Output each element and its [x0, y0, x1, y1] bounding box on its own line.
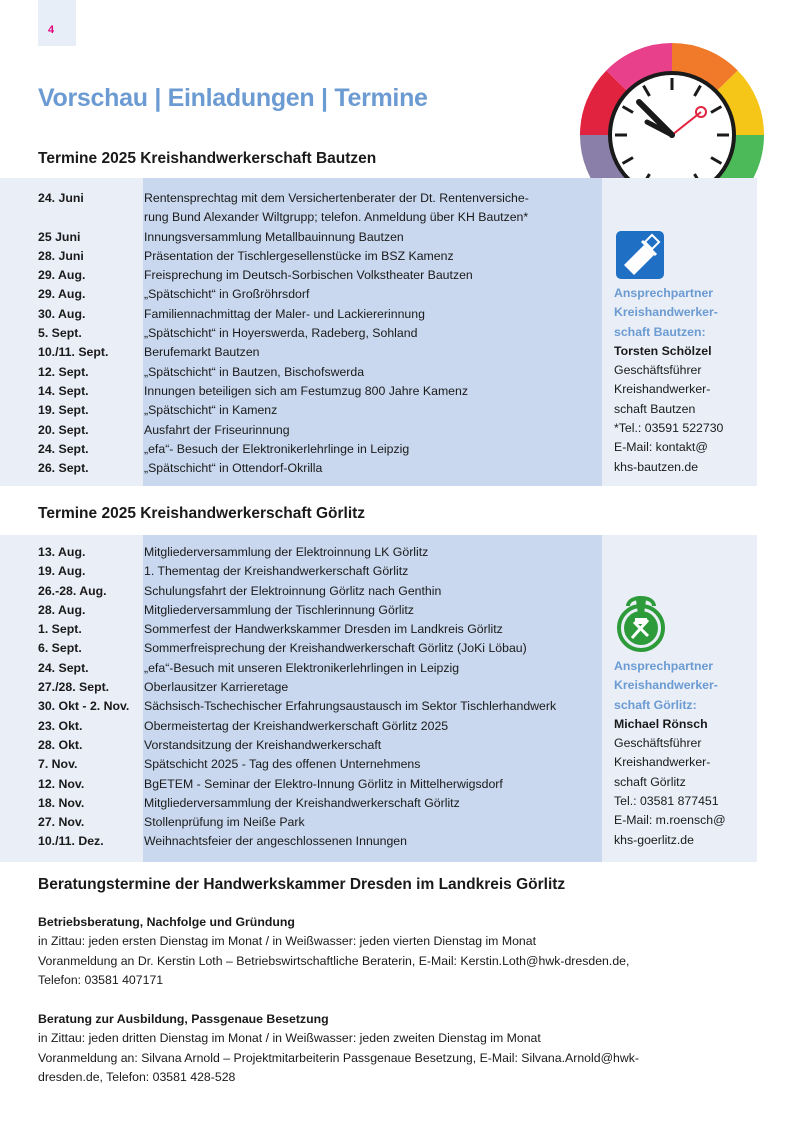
goerlitz-contact-heading-3: schaft Görlitz: — [614, 697, 697, 712]
goerlitz-row-event-line: BgETEM - Seminar der Elektro-Innung Görlitz in Mittelherwigsdorf — [144, 776, 503, 791]
bautzen-row-event — [144, 401, 598, 420]
handwerk-logo-icon — [614, 229, 666, 281]
goerlitz-row-event — [144, 543, 598, 562]
beratung-block-line: Voranmeldung an: Silvana Arnold – Projektmitarbeiterin Passgenaue Besetzung, E-Mail: Silvana.Arnold@hwk- — [38, 1050, 640, 1065]
goerlitz-table-row — [38, 582, 598, 601]
bautzen-row-date: 10./11. Sept. — [38, 345, 109, 360]
goerlitz-row-date: 18. Nov. — [38, 795, 85, 810]
goerlitz-row-event-line: Mitgliederversammlung der Kreishandwerkerschaft Görlitz — [144, 795, 460, 810]
bautzen-row-date: 14. Sept. — [38, 383, 89, 398]
goerlitz-row-date: 19. Aug. — [38, 564, 86, 579]
goerlitz-row-event — [144, 717, 598, 736]
goerlitz-table-row — [38, 794, 598, 813]
goerlitz-contact — [614, 657, 754, 850]
beratung-block-line: Voranmeldung an Dr. Kerstin Loth – Betriebswirtschaftliche Beraterin, E-Mail: Kerstin.Loth@hwk-dresden.de, — [38, 953, 630, 968]
goerlitz-row-date: 30. Okt - 2. Nov. — [38, 699, 130, 714]
goerlitz-row-event-line: Mitgliederversammlung der Tischlerinnung Görlitz — [144, 602, 414, 617]
bautzen-contact-heading-3: schaft Bautzen: — [614, 324, 706, 339]
bautzen-table-row — [38, 305, 598, 324]
bautzen-row-date: 26. Sept. — [38, 461, 89, 476]
bautzen-contact-heading-1: Ansprechpartner — [614, 286, 714, 300]
goerlitz-row-date: 24. Sept. — [38, 660, 89, 675]
bautzen-table-row — [38, 228, 598, 247]
goerlitz-row-date: 7. Nov. — [38, 757, 78, 772]
bautzen-row-event — [144, 247, 598, 266]
goerlitz-row-event — [144, 794, 598, 813]
bautzen-row-event — [144, 324, 598, 343]
bautzen-row-event — [144, 421, 598, 440]
bautzen-row-event-line: Familiennachmittag der Maler- und Lackiererinnung — [144, 306, 425, 321]
goerlitz-table-row — [38, 562, 598, 581]
goerlitz-table-row — [38, 717, 598, 736]
goerlitz-row-event-line: Oberlausitzer Karrieretage — [144, 680, 289, 695]
bautzen-row-event — [144, 228, 598, 247]
bautzen-row-event-line: Innungsversammlung Metallbauinnung Bautzen — [144, 229, 404, 244]
bautzen-table-row — [38, 382, 598, 401]
beratung-block-betrieb — [38, 913, 738, 990]
bautzen-contact-phone: *Tel.: 03591 522730 — [614, 421, 724, 436]
bautzen-contact-org-2: schaft Bautzen — [614, 401, 696, 416]
bautzen-table-row — [38, 401, 598, 420]
bautzen-table-row — [38, 266, 598, 285]
bautzen-table-row — [38, 459, 598, 478]
goerlitz-contact-phone: Tel.: 03581 877451 — [614, 794, 719, 809]
goerlitz-row-date: 6. Sept. — [38, 641, 82, 656]
bautzen-table-row — [38, 285, 598, 304]
bautzen-table-row — [38, 363, 598, 382]
bautzen-contact-email-2: khs-bautzen.de — [614, 459, 699, 474]
bautzen-row-event — [144, 189, 598, 228]
goerlitz-row-event — [144, 620, 598, 639]
bautzen-row-event — [144, 363, 598, 382]
goerlitz-table-row — [38, 620, 598, 639]
beratung-block-line: Telefon: 03581 407171 — [38, 972, 164, 987]
goerlitz-row-event-line: „efa“-Besuch mit unseren Elektronikerlehrlingen in Leipzig — [144, 660, 460, 675]
beratung-block-line: dresden.de, Telefon: 03581 428-528 — [38, 1069, 236, 1084]
goerlitz-table-row — [38, 813, 598, 832]
bautzen-row-event-line: Innungen beteiligen sich am Festumzug 800 Jahre Kamenz — [144, 383, 469, 398]
goerlitz-table-row — [38, 736, 598, 755]
bautzen-row-date: 24. Sept. — [38, 441, 89, 456]
bautzen-table-row — [38, 324, 598, 343]
goerlitz-table-row — [38, 832, 598, 851]
goerlitz-contact-role: Geschäftsführer — [614, 736, 702, 751]
goerlitz-row-event — [144, 659, 598, 678]
bautzen-row-event — [144, 305, 598, 324]
bautzen-contact-role: Geschäftsführer — [614, 363, 702, 378]
bautzen-row-event — [144, 343, 598, 362]
page-title: Vorschau | Einladungen | Termine — [38, 84, 428, 112]
bautzen-row-date: 30. Aug. — [38, 306, 86, 321]
bautzen-row-event-line: Präsentation der Tischlergesellenstücke im BSZ Kamenz — [144, 248, 454, 263]
bautzen-row-date: 5. Sept. — [38, 326, 82, 341]
goerlitz-row-event-line: 1. Thementag der Kreishandwerkerschaft Görlitz — [144, 564, 409, 579]
goerlitz-contact-email-1: E-Mail: m.roensch@ — [614, 813, 726, 828]
goerlitz-heading: Termine 2025 Kreishandwerkerschaft Görlitz — [38, 505, 366, 522]
goerlitz-table-row — [38, 601, 598, 620]
bautzen-contact-org-1: Kreishandwerker- — [614, 382, 711, 397]
goerlitz-table-row — [38, 639, 598, 658]
goerlitz-row-event-line: Sächsisch-Tschechischer Erfahrungsaustausch im Sektor Tischlerhandwerk — [144, 699, 557, 714]
goerlitz-row-event-line: Schulungsfahrt der Elektroinnung Görlitz nach Genthin — [144, 583, 442, 598]
bautzen-row-date: 25 Juni — [38, 229, 81, 244]
page-tab — [38, 0, 76, 46]
bautzen-contact-name: Torsten Schölzel — [614, 343, 712, 358]
goerlitz-row-date: 12. Nov. — [38, 776, 85, 791]
bautzen-row-event-line: „Spätschicht“ in Großröhrsdorf — [144, 287, 310, 302]
bautzen-row-event-line: „Spätschicht“ in Hoyerswerda, Radeberg, Sohland — [144, 326, 418, 341]
goerlitz-row-event-line: Obermeistertag der Kreishandwerkerschaft Görlitz 2025 — [144, 718, 449, 733]
goerlitz-contact-heading-1: Ansprechpartner — [614, 659, 714, 673]
goerlitz-row-event — [144, 639, 598, 658]
bautzen-table — [38, 189, 598, 478]
page-number: 4 — [48, 24, 55, 36]
goerlitz-row-date: 1. Sept. — [38, 622, 82, 637]
beratung-block-heading: Betriebsberatung, Nachfolge und Gründung — [38, 915, 295, 929]
goerlitz-row-event — [144, 755, 598, 774]
goerlitz-table-row — [38, 755, 598, 774]
goerlitz-table-row — [38, 659, 598, 678]
goerlitz-row-event-line: Vorstandsitzung der Kreishandwerkerschaft — [144, 737, 382, 752]
bautzen-table-row — [38, 440, 598, 459]
bautzen-row-event — [144, 266, 598, 285]
goerlitz-row-date: 27. Nov. — [38, 815, 85, 830]
goerlitz-row-date: 27./28. Sept. — [38, 680, 110, 695]
beratung-heading: Beratungstermine der Handwerkskammer Dresden im Landkreis Görlitz — [38, 876, 566, 893]
bautzen-row-event — [144, 440, 598, 459]
goerlitz-row-event-line: Spätschicht 2025 - Tag des offenen Unternehmens — [144, 757, 421, 772]
goerlitz-row-event-line: Sommerfest der Handwerkskammer Dresden im Landkreis Görlitz — [144, 622, 503, 637]
bautzen-row-event-line: Rentensprechtag mit dem Versichertenberater der Dt. Rentenversiche- — [144, 191, 529, 205]
bautzen-row-event-line: „Spätschicht“ in Ottendorf-Okrilla — [144, 461, 323, 476]
bautzen-row-event-line: Ausfahrt der Friseurinnung — [144, 422, 290, 437]
bautzen-table-row — [38, 343, 598, 362]
goerlitz-row-event-line: Weihnachtsfeier der angeschlossenen Innungen — [144, 834, 407, 849]
goerlitz-row-date: 28. Aug. — [38, 602, 86, 617]
bautzen-row-date: 28. Juni — [38, 248, 84, 263]
goerlitz-row-date: 26.-28. Aug. — [38, 583, 107, 598]
goerlitz-row-date: 28. Okt. — [38, 737, 83, 752]
bautzen-row-event-line: Berufemarkt Bautzen — [144, 345, 260, 360]
goerlitz-table-row — [38, 543, 598, 562]
bautzen-row-date: 29. Aug. — [38, 268, 86, 283]
goerlitz-contact-org-1: Kreishandwerker- — [614, 755, 711, 770]
beratung-block-line: in Zittau: jeden dritten Dienstag im Monat / in Weißwasser: jeden zweiten Dienstag im Monat — [38, 1031, 541, 1046]
goerlitz-contact-email-2: khs-goerlitz.de — [614, 832, 694, 847]
goerlitz-table — [38, 543, 598, 852]
bautzen-contact — [614, 284, 754, 477]
bautzen-row-event-line: „Spätschicht“ in Kamenz — [144, 403, 278, 418]
beratung-block-line: in Zittau: jeden ersten Dienstag im Monat / in Weißwasser: jeden vierten Dienstag im Monat — [38, 934, 537, 949]
goerlitz-row-date: 23. Okt. — [38, 718, 83, 733]
bautzen-row-event — [144, 459, 598, 478]
goerlitz-contact-name: Michael Rönsch — [614, 716, 708, 731]
innung-logo-icon — [612, 592, 670, 652]
goerlitz-row-event — [144, 832, 598, 851]
goerlitz-row-date: 10./11. Dez. — [38, 834, 104, 849]
goerlitz-row-event — [144, 582, 598, 601]
bautzen-row-date: 19. Sept. — [38, 403, 89, 418]
goerlitz-row-event — [144, 697, 598, 716]
bautzen-table-row — [38, 247, 598, 266]
goerlitz-row-event — [144, 601, 598, 620]
bautzen-table-row — [38, 189, 598, 228]
bautzen-contact-heading-2: Kreishandwerker- — [614, 305, 718, 320]
beratung-block-heading: Beratung zur Ausbildung, Passgenaue Besetzung — [38, 1012, 329, 1026]
bautzen-table-row — [38, 421, 598, 440]
bautzen-row-event — [144, 285, 598, 304]
beratung-block-ausbildung — [38, 1010, 738, 1087]
bautzen-row-event-line: Freisprechung im Deutsch-Sorbischen Volkstheater Bautzen — [144, 268, 473, 283]
goerlitz-table-row — [38, 678, 598, 697]
goerlitz-row-event — [144, 813, 598, 832]
bautzen-row-date: 20. Sept. — [38, 422, 89, 437]
goerlitz-contact-org-2: schaft Görlitz — [614, 774, 686, 789]
goerlitz-row-event — [144, 775, 598, 794]
goerlitz-row-event — [144, 562, 598, 581]
goerlitz-row-event — [144, 678, 598, 697]
goerlitz-row-event-line: Mitgliederversammlung der Elektroinnung LK Görlitz — [144, 545, 429, 559]
bautzen-row-event — [144, 382, 598, 401]
bautzen-heading: Termine 2025 Kreishandwerkerschaft Bautzen — [38, 150, 377, 167]
goerlitz-row-event-line: Stollenprüfung im Neiße Park — [144, 815, 305, 830]
bautzen-row-date: 29. Aug. — [38, 287, 86, 302]
bautzen-row-event-line: rung Bund Alexander Wiltgrupp; telefon. Anmeldung über KH Bautzen* — [144, 210, 529, 225]
goerlitz-table-row — [38, 775, 598, 794]
goerlitz-table-row — [38, 697, 598, 716]
goerlitz-row-event-line: Sommerfreisprechung der Kreishandwerkerschaft Görlitz (JoKi Löbau) — [144, 641, 527, 656]
bautzen-row-event-line: „Spätschicht“ in Bautzen, Bischofswerda — [144, 364, 365, 379]
bautzen-row-date: 12. Sept. — [38, 364, 89, 379]
goerlitz-row-event — [144, 736, 598, 755]
bautzen-row-date: 24. Juni — [38, 191, 84, 205]
goerlitz-row-date: 13. Aug. — [38, 545, 86, 559]
bautzen-row-event-line: „efa“- Besuch der Elektronikerlehrlinge in Leipzig — [144, 441, 410, 456]
goerlitz-contact-heading-2: Kreishandwerker- — [614, 678, 718, 693]
bautzen-contact-email-1: E-Mail: kontakt@ — [614, 440, 708, 455]
